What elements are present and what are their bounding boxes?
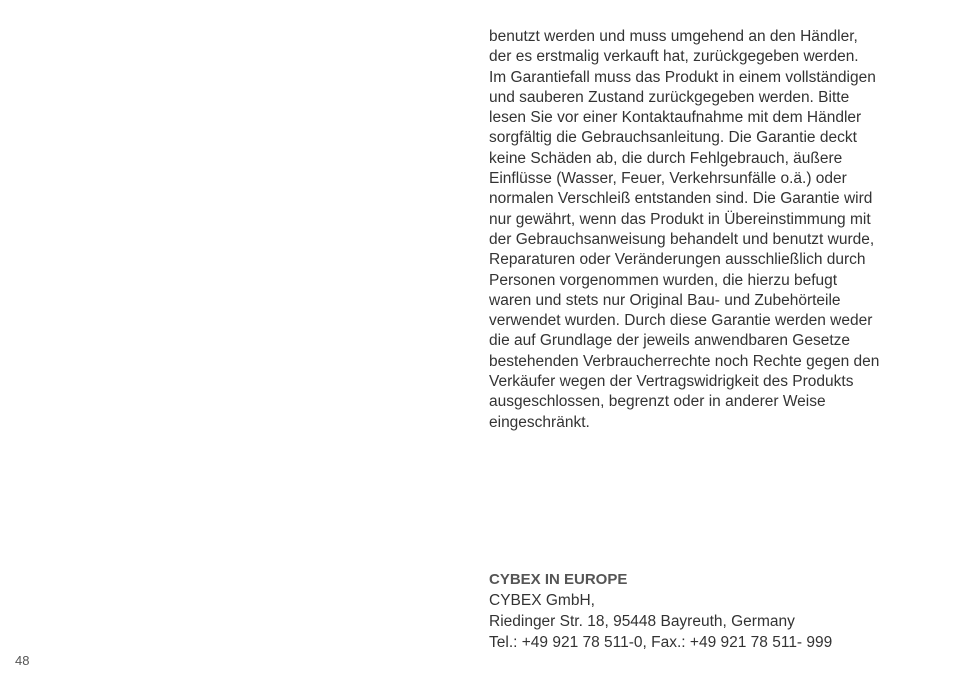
text-line: bestehenden Verbraucherrechte noch Rechte gegen den xyxy=(489,352,880,370)
text-line: Reparaturen oder Veränderungen ausschließlich durch xyxy=(489,251,866,269)
text-line: Verkäufer wegen der Vertragswidrigkeit des Produkts xyxy=(489,373,854,391)
text-line: nur gewährt, wenn das Produkt in Übereinstimmung mit xyxy=(489,210,871,228)
text-line: der Gebrauchsanweisung behandelt und benutzt wurde, xyxy=(489,230,875,248)
contact-block xyxy=(489,569,929,653)
text-line: Personen vorgenommen wurden, die hierzu befugt xyxy=(489,271,838,289)
text-line: der es erstmalig verkauft hat, zurückgegeben werden. xyxy=(489,48,859,66)
text-line: sorgfältig die Gebrauchsanleitung. Die Garantie deckt xyxy=(489,129,857,147)
text-line: benutzt werden und muss umgehend an den Händler, xyxy=(489,28,858,45)
text-line: verwendet wurden. Durch diese Garantie werden weder xyxy=(489,312,873,330)
text-line: Einflüsse (Wasser, Feuer, Verkehrsunfälle o.ä.) oder xyxy=(489,170,847,188)
text-line: lesen Sie vor einer Kontaktaufnahme mit dem Händler xyxy=(489,109,862,127)
text-line: Im Garantiefall muss das Produkt in einem vollständigen xyxy=(489,68,876,86)
company-address: Riedinger Str. 18, 95448 Bayreuth, Germany xyxy=(489,613,795,630)
text-line: keine Schäden ab, die durch Fehlgebrauch, äußere xyxy=(489,149,843,167)
warranty-text xyxy=(489,27,929,433)
text-line: die auf Grundlage der jeweils anwendbaren Gesetze xyxy=(489,332,851,350)
text-line: eingeschränkt. xyxy=(489,413,590,431)
page-number: 48 xyxy=(15,653,30,668)
text-line: ausgeschlossen, begrenzt oder in anderer Weise xyxy=(489,393,826,411)
text-line: normalen Verschleiß entstanden sind. Die Garantie wird xyxy=(489,190,873,208)
phone-fax: Tel.: +49 921 78 511-0, Fax.: +49 921 78 511- 999 xyxy=(489,634,833,651)
company-name: CYBEX GmbH, xyxy=(489,592,595,609)
text-line: waren und stets nur Original Bau- und Zubehörteile xyxy=(489,291,841,309)
contact-heading: CYBEX IN EUROPE xyxy=(489,571,628,588)
text-line: und sauberen Zustand zurückgegeben werden. Bitte xyxy=(489,88,850,106)
